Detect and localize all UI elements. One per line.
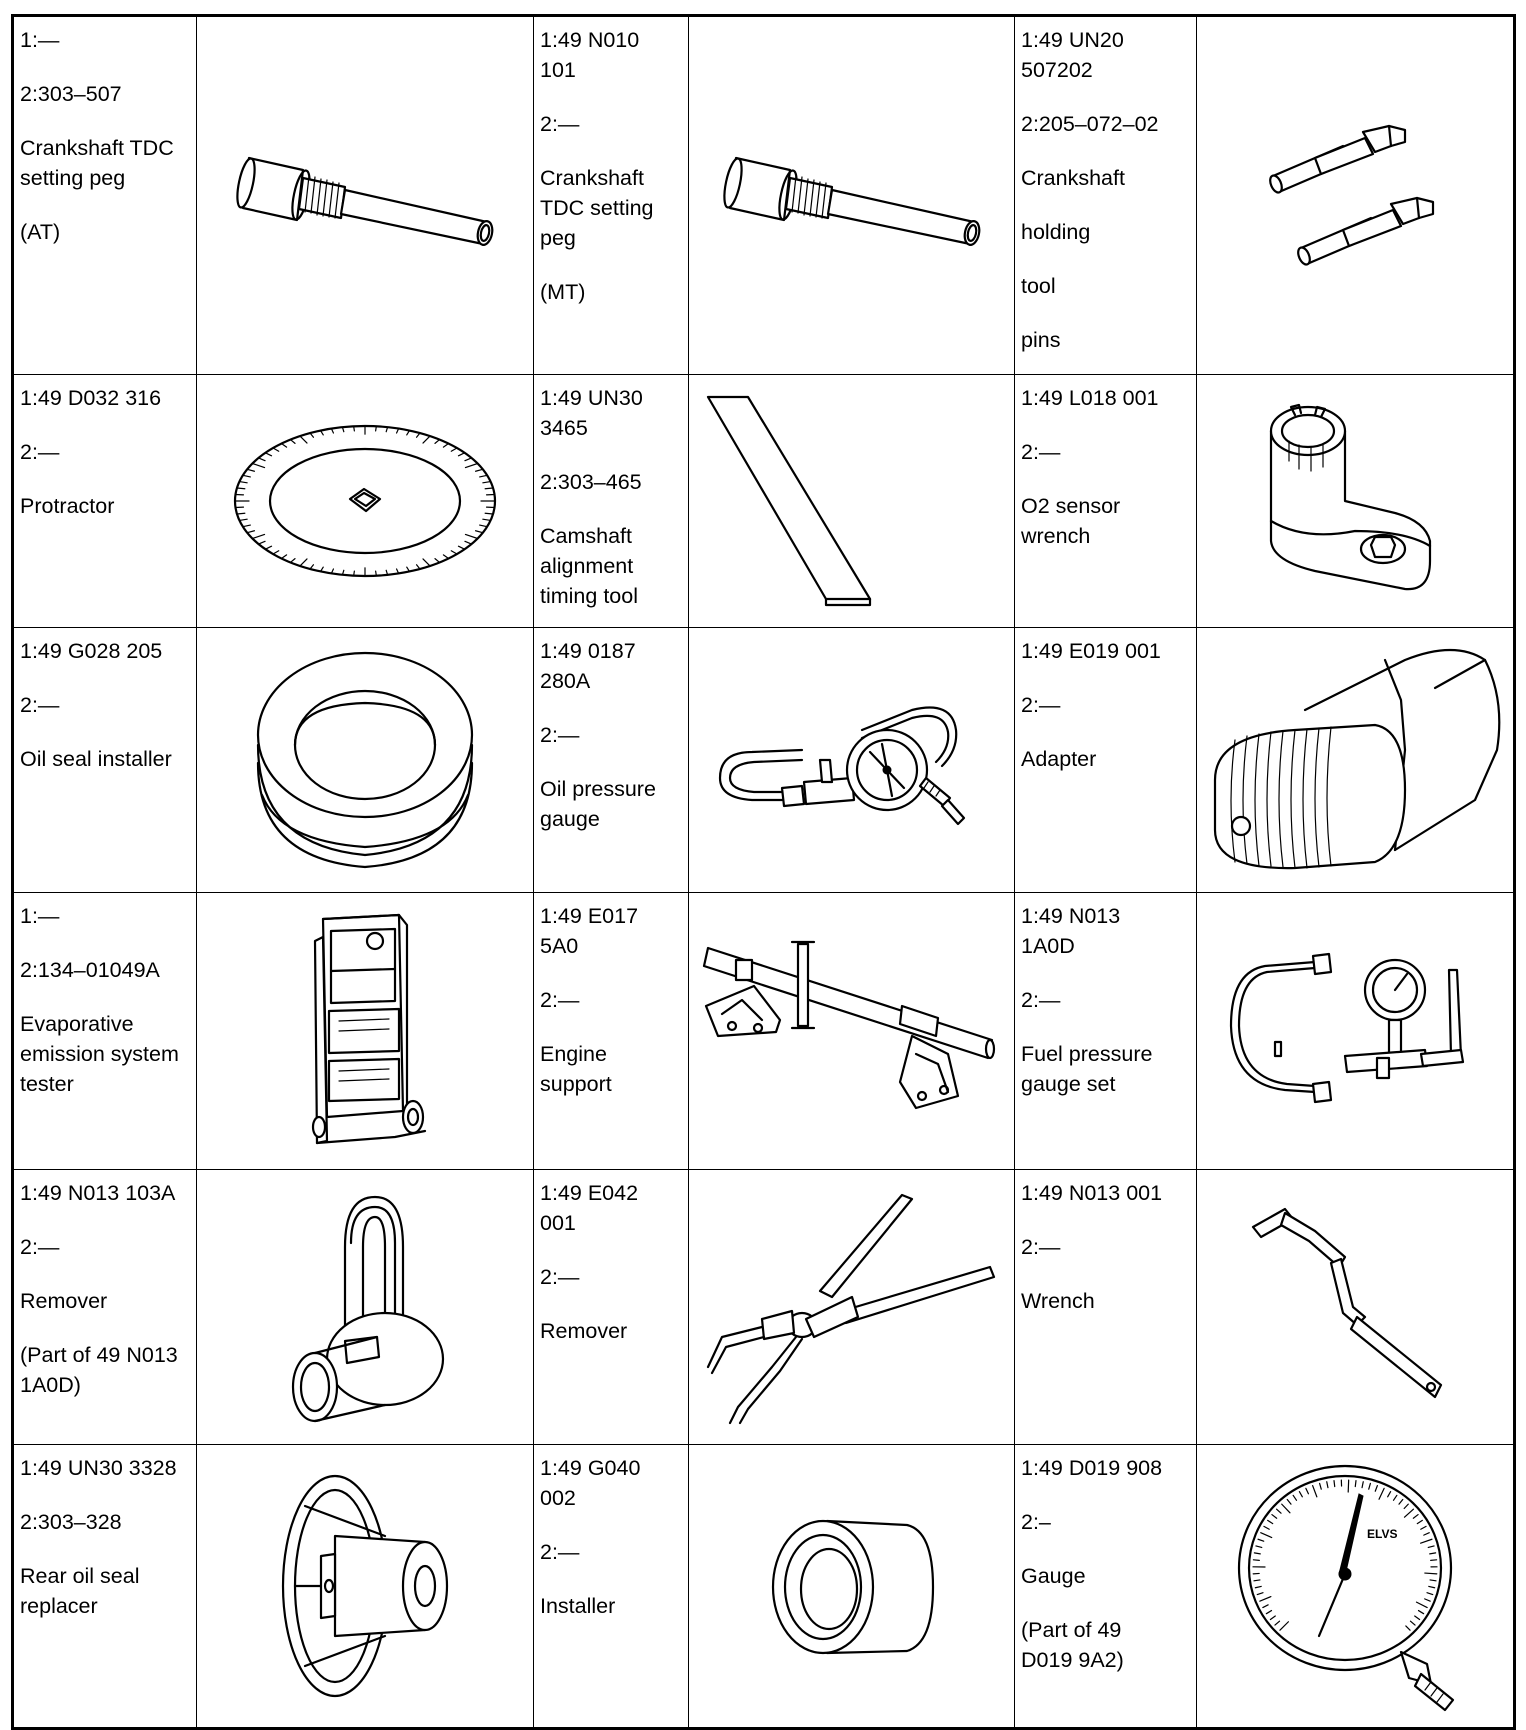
installer-ring-icon	[767, 1511, 937, 1661]
tool-code-2: 2:—	[540, 109, 682, 139]
table-row	[13, 1170, 1515, 1445]
alignment-bar-icon	[702, 391, 1002, 611]
tool-code-1: 1:49 N010 101	[540, 25, 682, 85]
tool-name: Protractor	[20, 491, 190, 521]
tool-cell-gauge-d019	[1015, 1445, 1197, 1729]
tool-cell-fuel-pressure-gauge-set	[1015, 893, 1197, 1170]
table-row	[13, 16, 1515, 375]
tool-code-1: 1:49 L018 001	[1021, 383, 1190, 413]
table-row	[13, 375, 1515, 628]
fuel-pressure-gauge-icon	[1225, 946, 1485, 1116]
tool-name: Installer	[540, 1591, 682, 1621]
tool-name: Wrench	[1021, 1286, 1190, 1316]
tool-image-cell	[197, 1170, 534, 1445]
tool-cell-adapter	[1015, 628, 1197, 893]
evap-tester-cart-icon	[295, 911, 435, 1151]
tool-cell-camshaft-alignment-tool	[534, 375, 689, 628]
tool-name: holding	[1021, 217, 1190, 247]
o2-sensor-wrench-icon	[1255, 401, 1455, 601]
tool-cell-o2-sensor-wrench	[1015, 375, 1197, 628]
tool-name: Oil pressure gauge	[540, 774, 682, 834]
tool-name: Remover	[20, 1286, 190, 1316]
tool-cell-crankshaft-tdc-peg-mt	[534, 16, 689, 375]
tool-name: Crankshaft	[1021, 163, 1190, 193]
tool-code-2: 2:—	[1021, 437, 1190, 467]
tool-code-1: 1:49 UN30 3465	[540, 383, 682, 443]
dial-gauge-icon	[1235, 1456, 1475, 1716]
tool-cell-engine-support	[534, 893, 689, 1170]
tool-name: Adapter	[1021, 744, 1190, 774]
tool-code-2: 2:—	[540, 1262, 682, 1292]
tool-cell-crankshaft-holding-pins	[1015, 16, 1197, 375]
crankshaft-tdc-peg-icon	[225, 136, 505, 256]
tool-note: (Part of 49 D019 9A2)	[1021, 1615, 1190, 1675]
tool-note: (Part of 49 N013 1A0D)	[20, 1340, 190, 1400]
tool-code-2: 2:—	[20, 437, 190, 467]
tool-name: pins	[1021, 325, 1190, 355]
tool-code-2: 2:205–072–02	[1021, 109, 1190, 139]
tool-image-cell	[689, 16, 1015, 375]
seal-replacer-icon	[265, 1466, 465, 1706]
tool-cell-protractor	[13, 375, 197, 628]
tool-image-cell	[197, 1445, 534, 1729]
table-row	[13, 893, 1515, 1170]
remover-hook-icon	[285, 1187, 445, 1427]
crank-wrench-icon	[1245, 1197, 1465, 1417]
tool-cell-evap-system-tester	[13, 893, 197, 1170]
oil-pressure-gauge-icon	[712, 670, 992, 850]
tool-cell-remover-n013	[13, 1170, 197, 1445]
tool-image-cell	[1197, 1170, 1515, 1445]
tool-code-1: 1:49 N013 103A	[20, 1178, 190, 1208]
tool-note: (AT)	[20, 217, 190, 247]
tool-cell-crankshaft-tdc-peg-at	[13, 16, 197, 375]
tool-name: Crankshaft TDC setting peg	[540, 163, 682, 253]
tool-code-1: 1:49 D032 316	[20, 383, 190, 413]
tool-cell-remover-e042	[534, 1170, 689, 1445]
tool-code-1: 1:49 N013 001	[1021, 1178, 1190, 1208]
crankshaft-tdc-peg-icon	[712, 136, 992, 256]
holding-pins-icon	[1255, 116, 1455, 276]
tool-code-2: 2:134–01049A	[20, 955, 190, 985]
engine-support-bar-icon	[702, 936, 1002, 1126]
tool-name: Engine support	[540, 1039, 682, 1099]
tool-code-2: 2:—	[540, 1537, 682, 1567]
tool-cell-oil-pressure-gauge	[534, 628, 689, 893]
tool-image-cell	[197, 375, 534, 628]
tool-code-2: 2:–	[1021, 1507, 1190, 1537]
tool-cell-wrench-n013	[1015, 1170, 1197, 1445]
tool-code-1: 1:49 0187 280A	[540, 636, 682, 696]
tool-image-cell	[689, 893, 1015, 1170]
tool-image-cell	[1197, 893, 1515, 1170]
gauge-dial-label: ELVS	[1367, 1527, 1397, 1541]
threaded-adapter-icon	[1205, 640, 1505, 880]
tool-code-2: 2:—	[1021, 985, 1190, 1015]
special-tools-table	[11, 14, 1516, 1730]
tool-code-2: 2:—	[20, 1232, 190, 1262]
tool-name: tool	[1021, 271, 1190, 301]
tool-name: Remover	[540, 1316, 682, 1346]
tool-code-1: 1:49 E017 5A0	[540, 901, 682, 961]
tool-name: Evaporative emission system tester	[20, 1009, 190, 1099]
tool-image-cell	[689, 375, 1015, 628]
tool-image-cell	[1197, 1445, 1515, 1729]
tool-image-cell	[1197, 375, 1515, 628]
remover-pliers-icon	[702, 1187, 1002, 1427]
oil-seal-installer-icon	[250, 645, 480, 875]
tool-code-1: 1:49 N013 1A0D	[1021, 901, 1190, 961]
tool-image-cell	[689, 1445, 1015, 1729]
tool-name: Gauge	[1021, 1561, 1190, 1591]
tool-code-1: 1:—	[20, 25, 190, 55]
tool-name: Oil seal installer	[20, 744, 190, 774]
tool-note: (MT)	[540, 277, 682, 307]
tool-code-2: 2:303–465	[540, 467, 682, 497]
tool-cell-oil-seal-installer	[13, 628, 197, 893]
tool-code-2: 2:303–507	[20, 79, 190, 109]
table-row	[13, 628, 1515, 893]
tool-cell-installer-g040	[534, 1445, 689, 1729]
tool-image-cell	[1197, 628, 1515, 893]
tool-code-1: 1:49 D019 908	[1021, 1453, 1190, 1483]
tool-code-2: 2:—	[20, 690, 190, 720]
tool-image-cell	[689, 628, 1015, 893]
tool-cell-rear-oil-seal-replacer	[13, 1445, 197, 1729]
tool-name: Rear oil seal replacer	[20, 1561, 190, 1621]
tool-code-1: 1:49 E019 001	[1021, 636, 1190, 666]
tool-code-2: 2:—	[540, 720, 682, 750]
tool-image-cell	[197, 16, 534, 375]
tool-code-1: 1:49 G040 002	[540, 1453, 682, 1513]
tool-name: Fuel pressure gauge set	[1021, 1039, 1190, 1099]
protractor-icon	[230, 411, 500, 591]
tool-name: Camshaft alignment timing tool	[540, 521, 682, 611]
tool-name: O2 sensor wrench	[1021, 491, 1190, 551]
tool-code-1: 1:49 UN20 507202	[1021, 25, 1190, 85]
tool-code-1: 1:49 E042 001	[540, 1178, 682, 1238]
tool-code-1: 1:—	[20, 901, 190, 931]
tool-code-2: 2:—	[1021, 1232, 1190, 1262]
tool-image-cell	[689, 1170, 1015, 1445]
tool-code-1: 1:49 UN30 3328	[20, 1453, 190, 1483]
tool-code-2: 2:—	[1021, 690, 1190, 720]
tool-image-cell	[197, 628, 534, 893]
tool-image-cell	[1197, 16, 1515, 375]
tool-code-1: 1:49 G028 205	[20, 636, 190, 666]
tool-image-cell	[197, 893, 534, 1170]
tool-code-2: 2:—	[540, 985, 682, 1015]
tool-code-2: 2:303–328	[20, 1507, 190, 1537]
tool-name: Crankshaft TDC setting peg	[20, 133, 190, 193]
table-row	[13, 1445, 1515, 1729]
